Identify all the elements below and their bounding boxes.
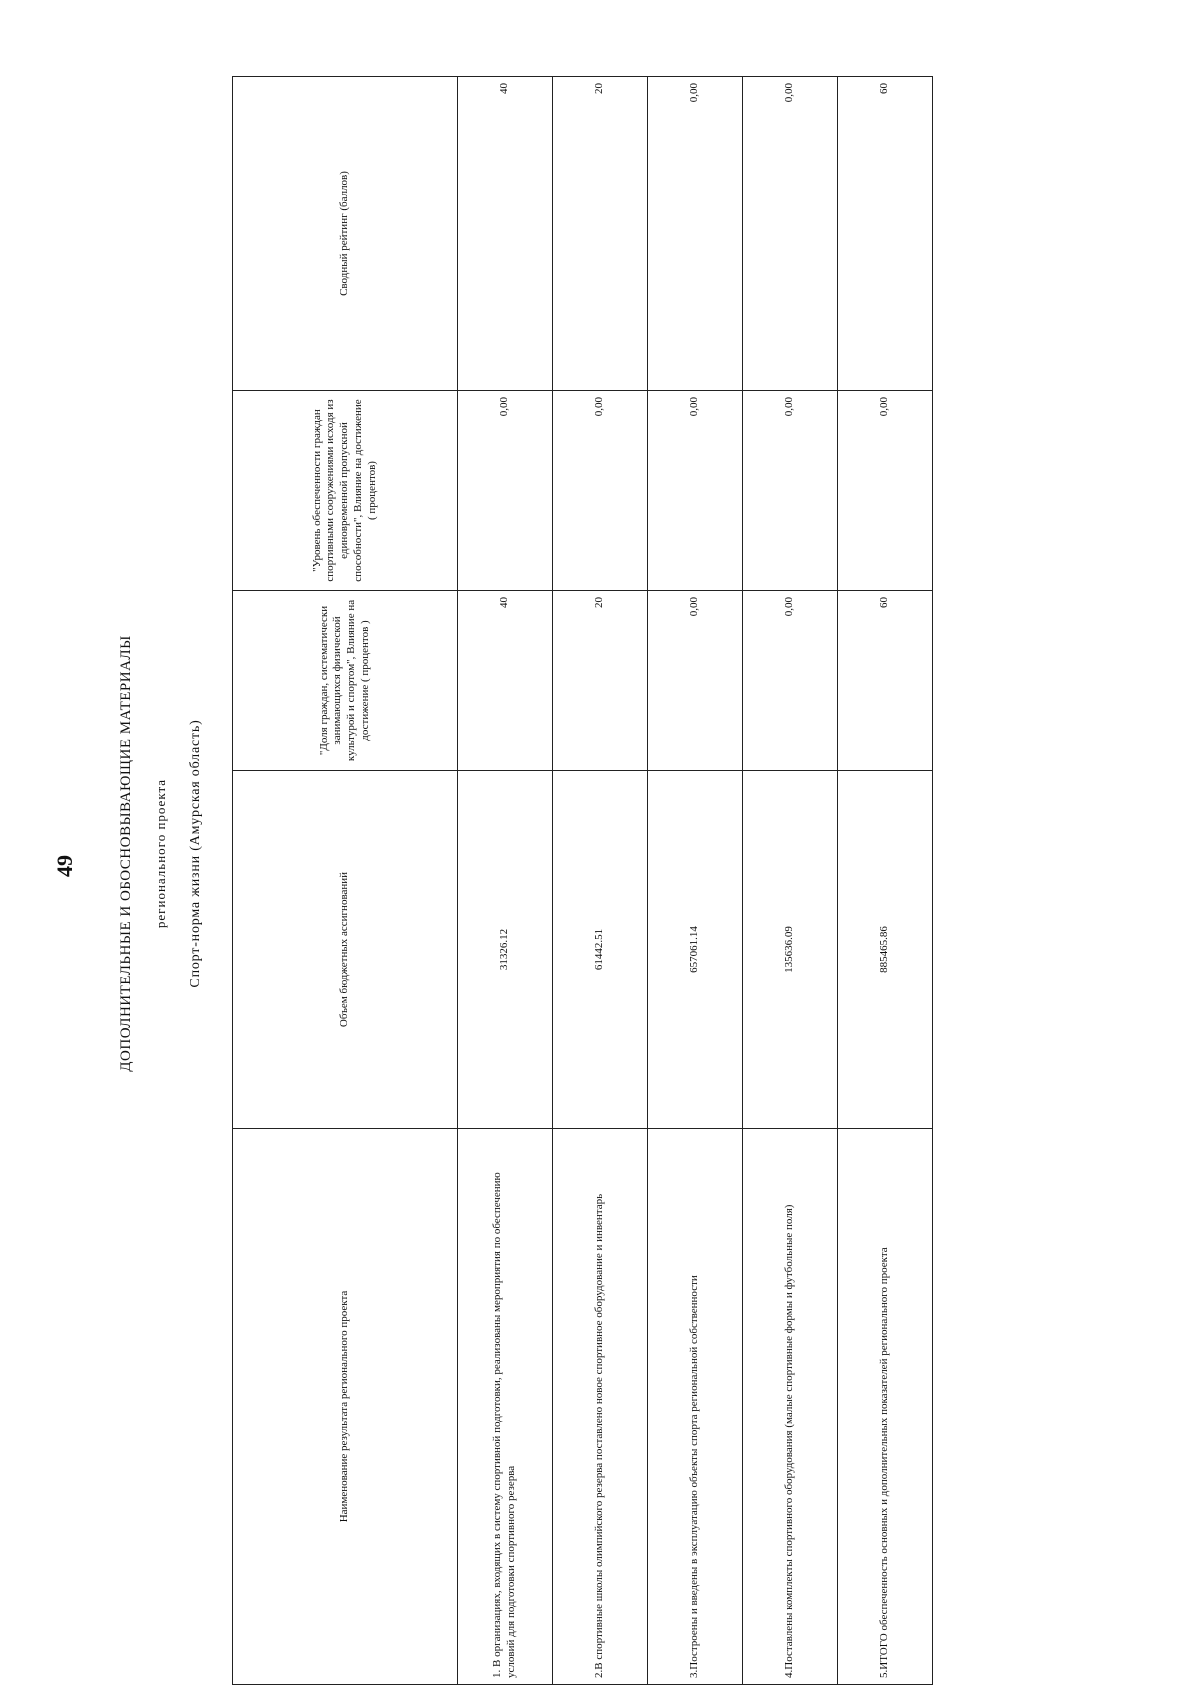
budget-cell: 657061.14	[648, 771, 743, 1129]
table-header-row	[233, 77, 458, 1685]
facility-level-cell: 0,00	[553, 391, 648, 591]
result-name-cell: 2.В спортивные школы олимпийского резерва поставлено новое спортивное оборудование и инвентарь	[553, 1129, 648, 1685]
page-number: 49	[52, 855, 77, 877]
header-rating: Сводный рейтинг (баллов)	[233, 77, 458, 391]
sport-share-cell: 20	[553, 591, 648, 771]
facility-level-cell: 0,00	[743, 391, 838, 591]
header-result-name: Наименование результата регионального проекта	[233, 1129, 458, 1685]
budget-cell: 885465.86	[838, 771, 933, 1129]
result-name-cell: 1. В организациях, входящих в систему спортивной подготовки, реализованы мероприятия по обеспечению условий для подготовки спортивного резерва	[458, 1129, 553, 1685]
header-sport-share: "Доля граждан, систематически занимающихся физической культурой и спортом", Влияние на достижение ( процентов )	[233, 591, 458, 771]
project-name: Спорт-норма жизни (Амурская область)	[188, 719, 203, 988]
result-name-cell: 5.ИТОГО обеспеченность основных и дополнительных показателей регионального проекта	[838, 1129, 933, 1685]
facility-level-cell: 0,00	[458, 391, 553, 591]
budget-cell: 31326.12	[458, 771, 553, 1129]
header-facility-level: "Уровень обеспеченности граждан спортивными сооружениями исходя из единовременной пропускной способности", Влияние на достижение ( процентов)	[233, 391, 458, 591]
rating-cell: 40	[458, 77, 553, 391]
result-name-cell: 3.Построены и введены в эксплуатацию объекты спорта региональной собственности	[648, 1129, 743, 1685]
result-name-cell: 4.Поставлены комплекты спортивного оборудования (малые спортивные формы и футбольные поля)	[743, 1129, 838, 1685]
rating-cell: 20	[553, 77, 648, 391]
rating-cell: 60	[838, 77, 933, 391]
table-row	[553, 77, 648, 1685]
header-budget: Объем бюджетных ассигнований	[233, 771, 458, 1129]
table-row	[648, 77, 743, 1685]
document-title: ДОПОЛНИТЕЛЬНЫЕ И ОБОСНОВЫВАЮЩИЕ МАТЕРИАЛЫ	[118, 635, 134, 1072]
document-subtitle: регионального проекта	[153, 778, 168, 929]
rating-cell: 0,00	[743, 77, 838, 391]
table-row	[458, 77, 553, 1685]
sport-share-cell: 0,00	[648, 591, 743, 771]
sport-share-cell: 40	[458, 591, 553, 771]
rating-cell: 0,00	[648, 77, 743, 391]
facility-level-cell: 0,00	[838, 391, 933, 591]
table-row	[743, 77, 838, 1685]
results-table	[232, 76, 933, 1685]
sport-share-cell: 60	[838, 591, 933, 771]
budget-cell: 61442.51	[553, 771, 648, 1129]
facility-level-cell: 0,00	[648, 391, 743, 591]
sport-share-cell: 0,00	[743, 591, 838, 771]
table-row	[838, 77, 933, 1685]
budget-cell: 135636.09	[743, 771, 838, 1129]
